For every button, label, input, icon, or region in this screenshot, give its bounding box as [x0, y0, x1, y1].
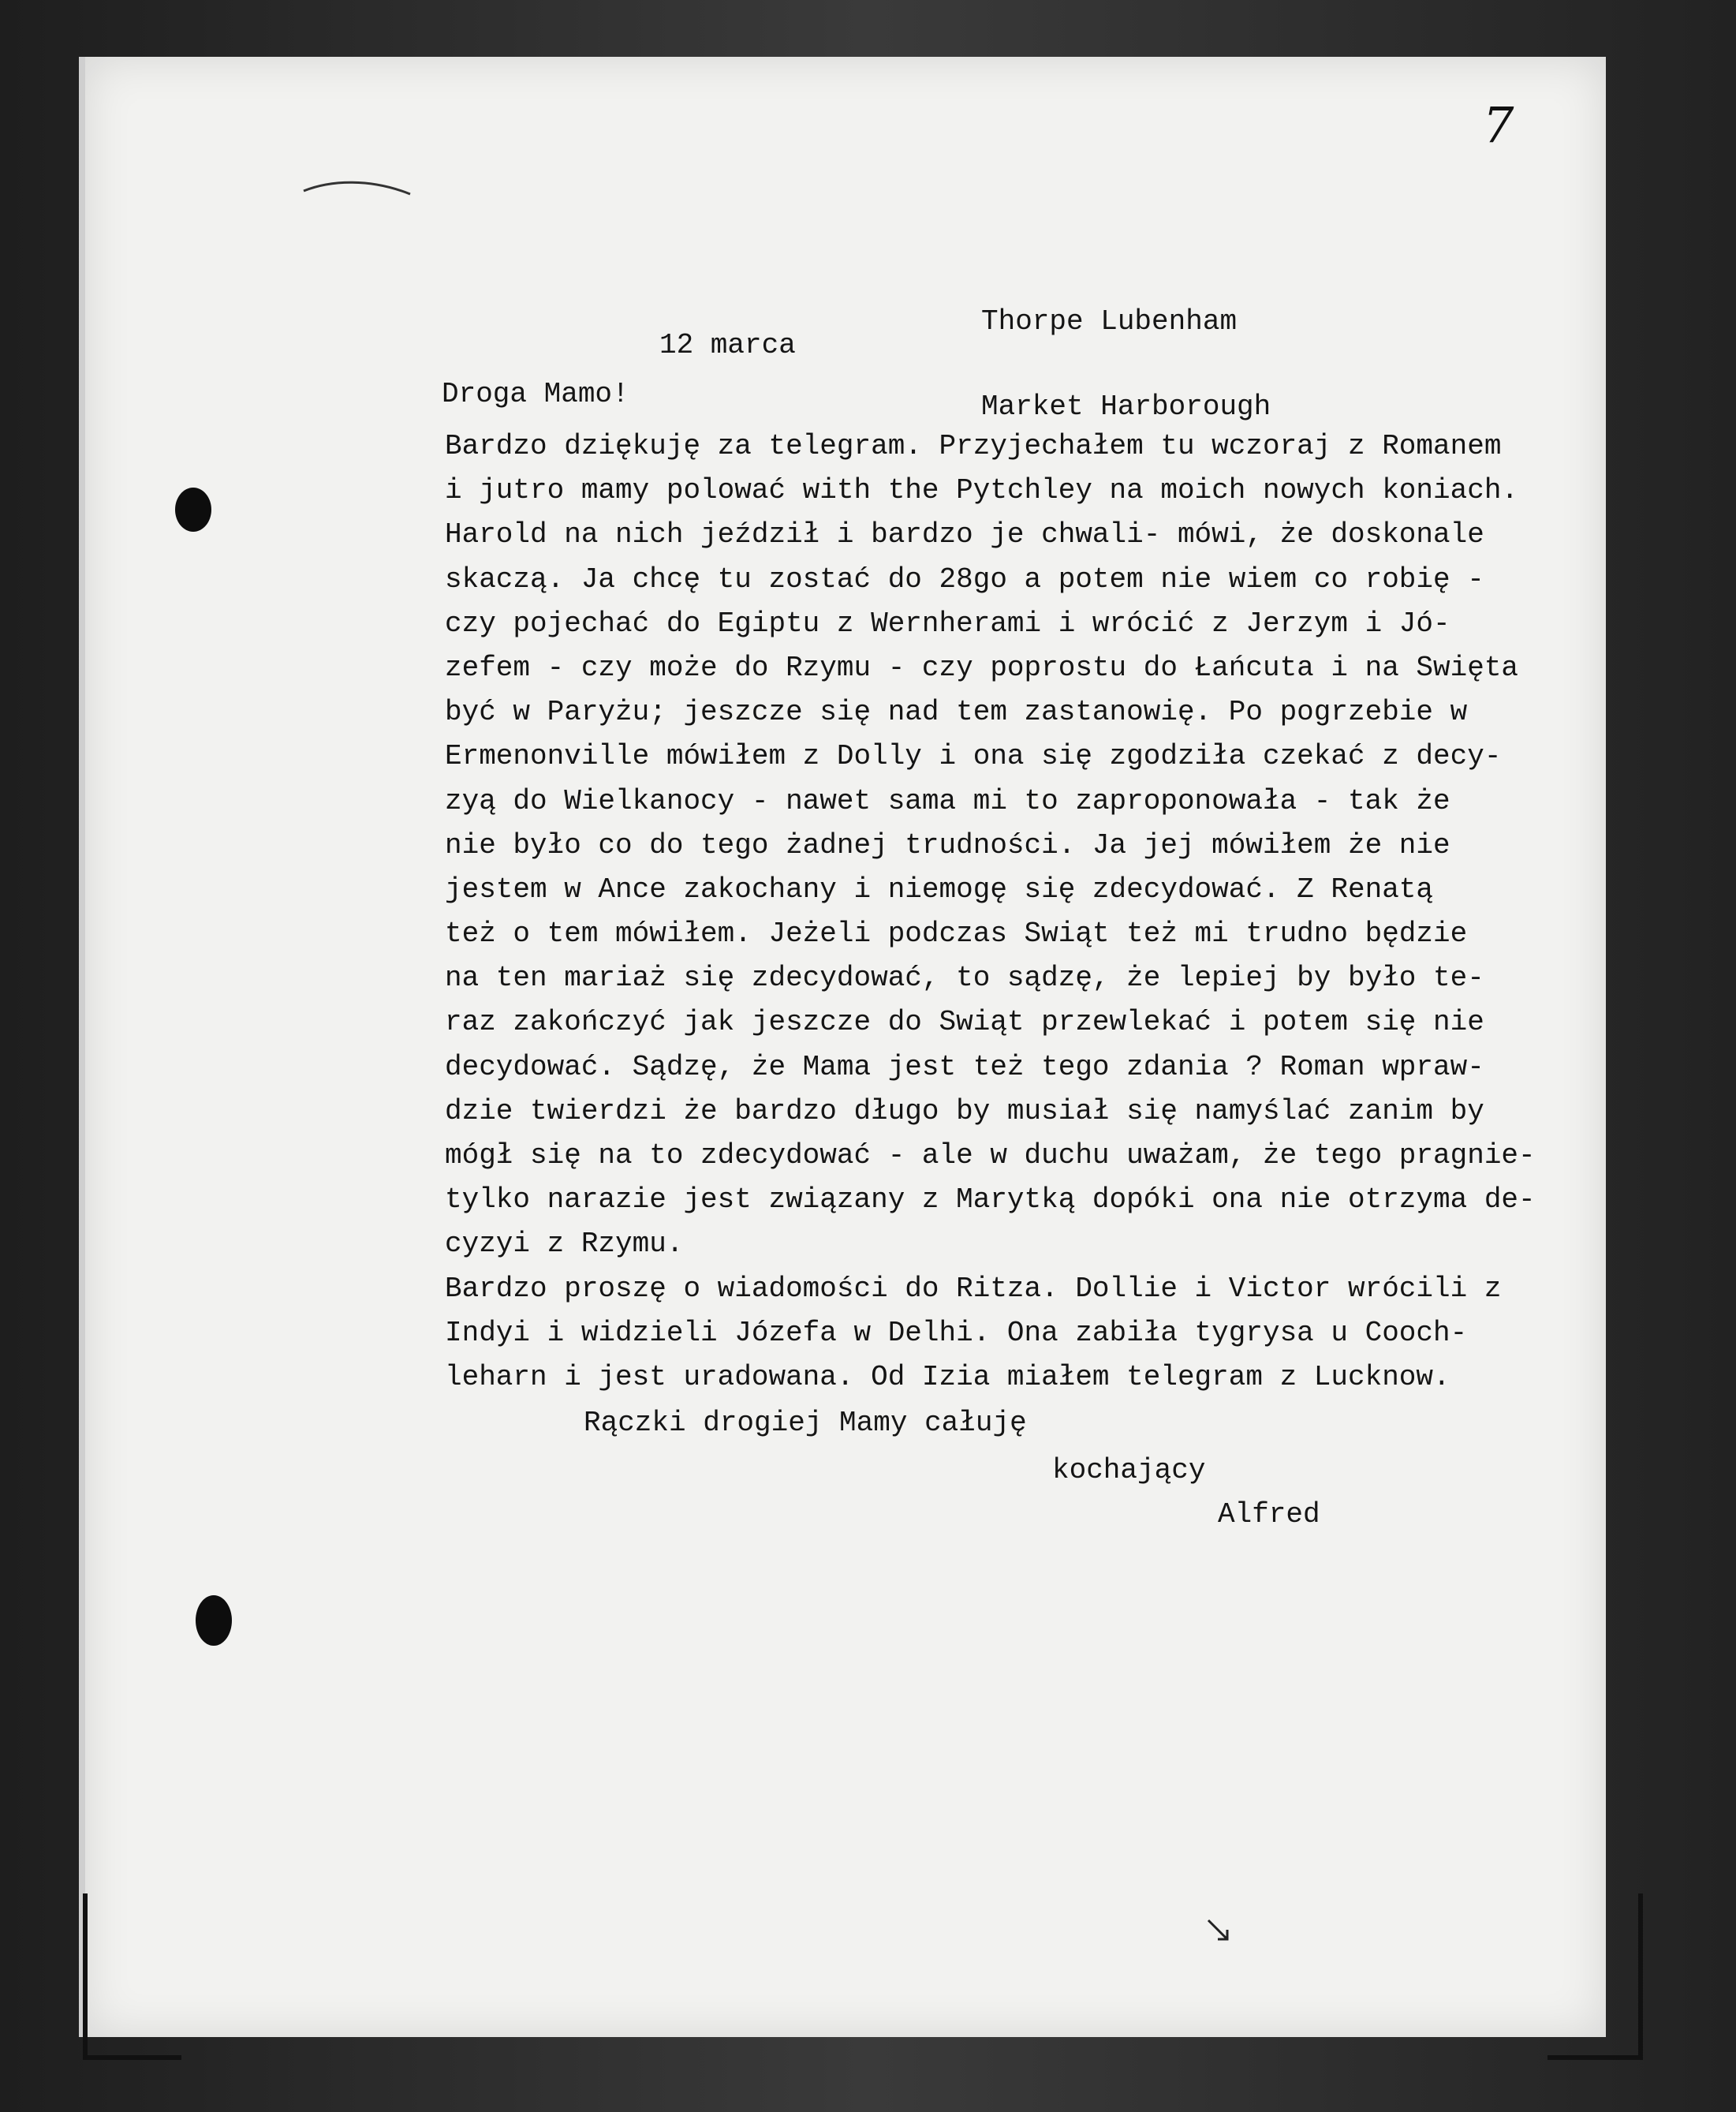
body-line: Ermenonville mówiłem z Dolly i ona się zgodziła czekać z decy- [445, 740, 1502, 773]
page-number: 7 [1483, 96, 1514, 154]
body-line: być w Paryżu; jeszcze się nad tem zastanowię. Po pogrzebie w [445, 696, 1468, 729]
salutation: Droga Mamo! [442, 378, 629, 410]
letter-date: 12 marca [659, 329, 796, 361]
body-line: dzie twierdzi że bardzo długo by musiał się namyślać zanim by [445, 1094, 1484, 1127]
body-line: nie było co do tego żadnej trudności. Ja jej mówiłem że nie [445, 828, 1450, 862]
body-line: Bardzo dziękuję za telegram. Przyjechałem tu wczoraj z Romanem [445, 430, 1502, 462]
punch-hole-bottom [196, 1595, 232, 1646]
punch-hole-top [175, 488, 211, 532]
body-line: tylko narazie jest związany z Marytką dopóki ona nie otrzyma de- [445, 1183, 1536, 1217]
body-line: i jutro mamy polować with the Pytchley na moich nowych koniach. [445, 474, 1519, 507]
body-line: Harold na nich jeździł i bardzo je chwali- mówi, że doskonale [445, 518, 1484, 551]
body-line: mógł się na to zdecydować - ale w duchu uważam, że tego pragnie- [445, 1139, 1536, 1172]
body-line: jestem w Ance zakochany i niemogę się zdecydować. Z Renatą [445, 873, 1434, 906]
corner-bracket-left [79, 1893, 189, 2067]
address-line-2: Market Harborough [981, 391, 1271, 423]
body-line: czy pojechać do Egiptu z Wernherami i wrócić z Jerzym i Jó- [445, 607, 1450, 640]
arrow-mark [1204, 1916, 1235, 1947]
body-line: decydować. Sądzę, że Mama jest też tego zdania ? Roman wpraw- [445, 1050, 1484, 1083]
pen-stroke-mark [300, 174, 418, 205]
closing-line: Rączki drogiej Mamy całuję [584, 1407, 1027, 1439]
body-line: leharn i jest uradowana. Od Izia miałem telegram z Lucknow. [445, 1360, 1450, 1393]
body-line: zefem - czy może do Rzymu - czy poprostu do Łańcuta i na Swięta [445, 651, 1519, 684]
body-line: Indyi i widzieli Józefa w Delhi. Ona zabiła tygrysa u Cooch- [445, 1316, 1468, 1349]
address-line-1: Thorpe Lubenham [981, 305, 1238, 338]
body-line: cyzyi z Rzymu. [445, 1228, 684, 1261]
sender-address [981, 251, 1271, 450]
body-line: raz zakończyć jak jeszcze do Swiąt przewlekać i potem się nie [445, 1006, 1484, 1039]
body-line: skaczą. Ja chcę tu zostać do 28go a potem nie wiem co robię - [445, 563, 1484, 596]
body-line: Bardzo proszę o wiadomości do Ritza. Dollie i Victor wrócili z [445, 1272, 1502, 1305]
corner-bracket-right [1546, 1893, 1656, 2067]
valediction: kochający [1052, 1454, 1206, 1486]
body-line: na ten mariaż się zdecydować, to sądzę, że lepiej by było te- [445, 962, 1484, 995]
body-line: zyą do Wielkanocy - nawet sama mi to zaproponowała - tak że [445, 784, 1450, 817]
signature: Alfred [1218, 1498, 1320, 1531]
body-line: też o tem mówiłem. Jeżeli podczas Swiąt też mi trudno będzie [445, 918, 1468, 951]
letter-body [445, 424, 1612, 1400]
